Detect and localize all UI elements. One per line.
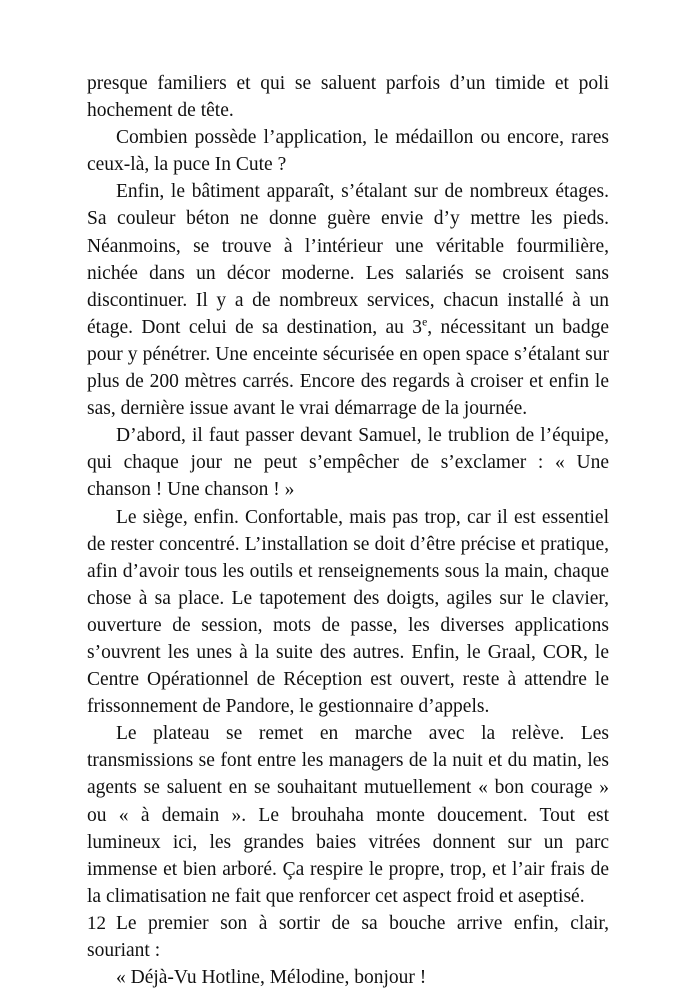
page-number: 12 bbox=[87, 913, 106, 934]
paragraph-hotline-greeting: « Déjà-Vu Hotline, Mélodine, bonjour ! bbox=[116, 967, 427, 989]
paragraph-batiment-part2: , nécessitant un badge pour y pénétrer. Une enceinte sécurisée en open space s’étalant sur plus de 200 mètres carrés. Encore des regards à croiser et enfin le sas, dernière issue avant le vrai démarrage de la journée. bbox=[87, 316, 609, 420]
ordinal-superscript: e bbox=[422, 315, 428, 329]
paragraph-samuel: D’abord, il faut passer devant Samuel, le trublion de l’équipe, qui chaque jour ne peut s’empêcher de s’exclamer : « Une chanson ! Une chanson ! » bbox=[87, 425, 609, 501]
paragraph-premier-son: Le premier son à sortir de sa bouche arrive enfin, clair, souriant : bbox=[87, 912, 609, 961]
paragraph-siege: Le siège, enfin. Confortable, mais pas trop, car il est essentiel de rester concentré. L’installation se doit d’être précise et pratique, afin d’avoir tous les outils et renseignements sous la main, chaque chose à sa place. Le tapotement des doigts, agiles sur le clavier, ouverture de session, mots de passe, les diverses applications s’ouvrent les unes à la suite des autres. Enfin, le Graal, COR, le Centre Opérationnel de Réception est ouvert, reste à attendre le frissonnement de Pandore, le gestionnaire d’appels. bbox=[87, 506, 609, 718]
paragraph-plateau: Le plateau se remet en marche avec la relève. Les transmissions se font entre les managers de la nuit et du matin, les agents se saluent en se souhaitant mutuellement « bon courage » ou « à demain ». Le brouhaha monte doucement. Tout est lumineux ici, les grandes baies vitrées donnent sur un parc immense et bien arboré. Ça respire le propre, trop, et l’air frais de la climatisation ne fait que renforcer cet aspect froid et aseptisé. bbox=[87, 723, 609, 907]
paragraph-batiment-part1: Enfin, le bâtiment apparaît, s’étalant sur de nombreux étages. Sa couleur béton ne donne guère envie d’y mettre les pieds. Néanmoins, se trouve à l’intérieur une véritable fourmilière, nichée dans un décor moderne. Les salariés se croisent sans discontinuer. Il y a de nombreux services, chacun installé à un étage. Dont celui de sa destination, au 3 bbox=[87, 181, 609, 338]
paragraph-batiment bbox=[87, 178, 609, 422]
page-body-text bbox=[87, 70, 609, 991]
paragraph-application: Combien possède l’application, le médaillon ou encore, rares ceux-là, la puce In Cute ? bbox=[87, 127, 609, 176]
paragraph-continuation: presque familiers et qui se saluent parfois d’un timide et poli hochement de tête. bbox=[87, 73, 609, 122]
